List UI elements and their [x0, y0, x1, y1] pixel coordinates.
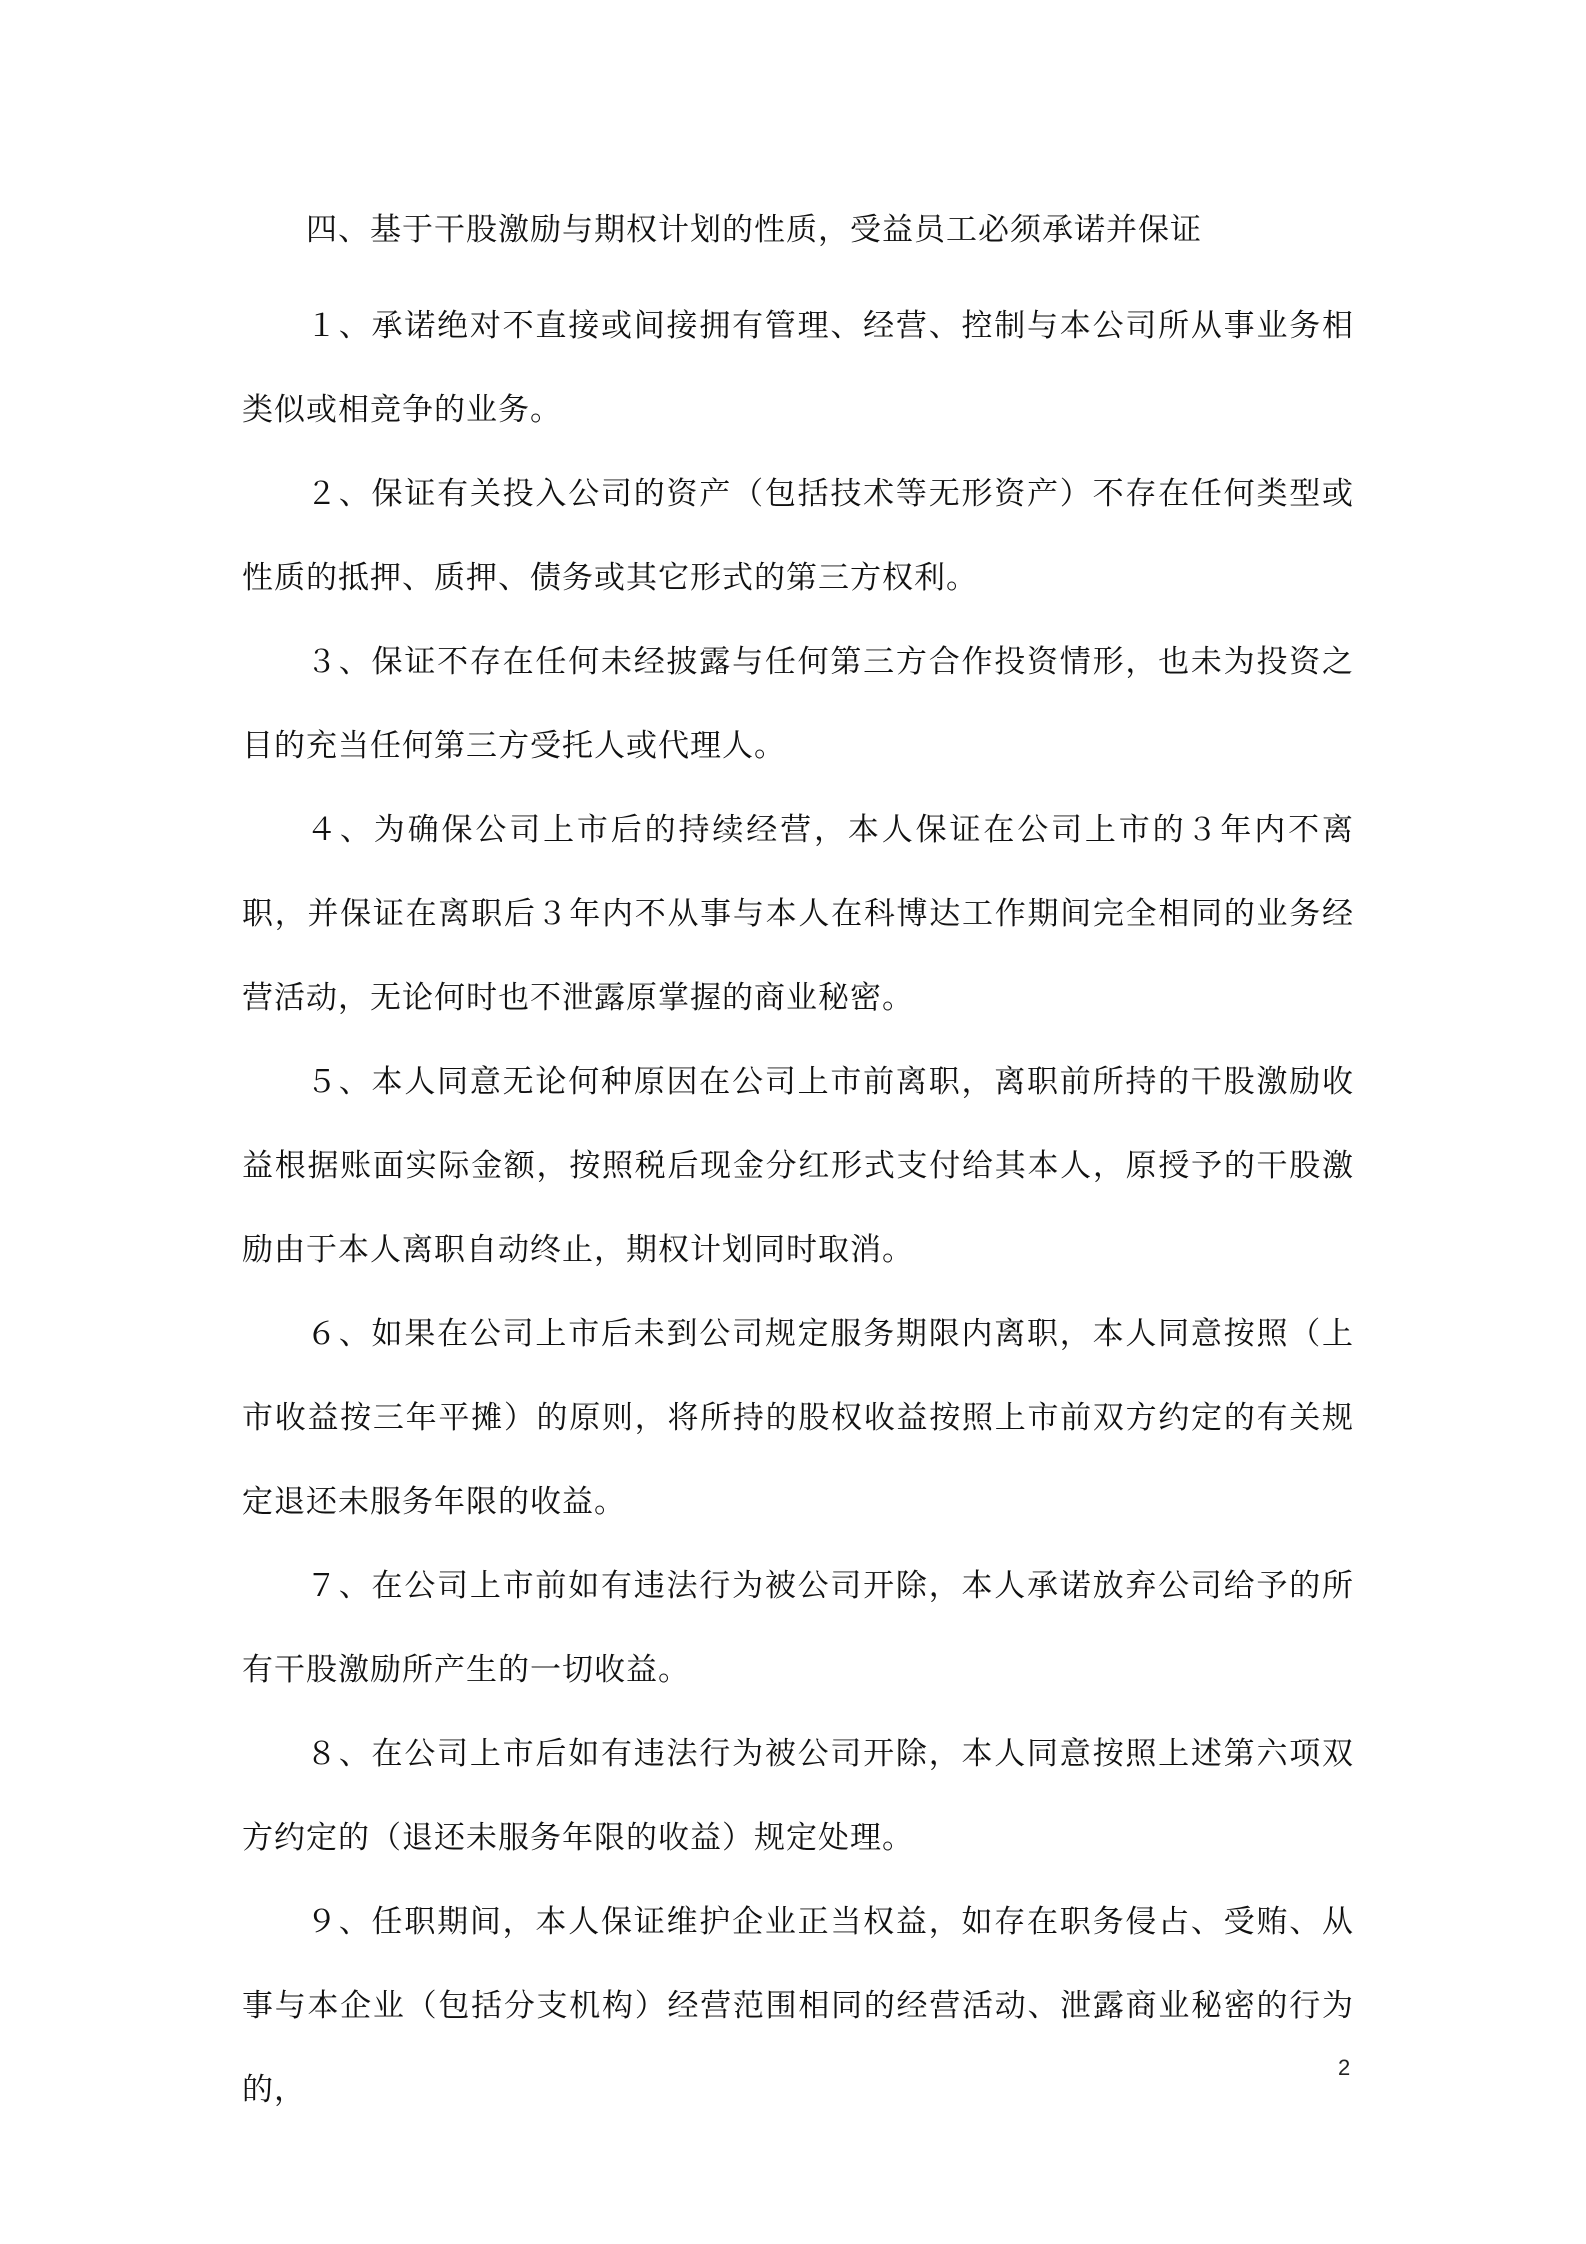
clause-4: ４、为确保公司上市后的持续经营，本人保证在公司上市的３年内不离职，并保证在离职后３年内不从事与本人在科博达工作期间完全相同的业务经营活动，无论何时也不泄露原掌握的商业秘密。	[242, 812, 1354, 1016]
document-body	[242, 200, 1354, 2132]
clause-9: ９、任职期间，本人保证维护企业正当权益，如存在职务侵占、受贿、从事与本企业（包括分支机构）经营范围相同的经营活动、泄露商业秘密的行为的，	[242, 1904, 1354, 2108]
clause-8: ８、在公司上市后如有违法行为被公司开除，本人同意按照上述第六项双方约定的（退还未服务年限的收益）规定处理。	[242, 1736, 1354, 1856]
clause-7: ７、在公司上市前如有违法行为被公司开除，本人承诺放弃公司给予的所有干股激励所产生的一切收益。	[242, 1568, 1354, 1688]
clause-1: １、承诺绝对不直接或间接拥有管理、经营、控制与本公司所从事业务相类似或相竞争的业务。	[242, 308, 1354, 428]
clause-6: ６、如果在公司上市后未到公司规定服务期限内离职，本人同意按照（上市收益按三年平摊）的原则，将所持的股权收益按照上市前双方约定的有关规定退还未服务年限的收益。	[242, 1316, 1354, 1520]
page-number: 2	[1338, 2055, 1351, 2080]
section-heading: 四、基于干股激励与期权计划的性质，受益员工必须承诺并保证	[306, 212, 1202, 248]
clause-3: ３、保证不存在任何未经披露与任何第三方合作投资情形，也未为投资之目的充当任何第三方受托人或代理人。	[242, 644, 1354, 764]
clause-2: ２、保证有关投入公司的资产（包括技术等无形资产）不存在任何类型或性质的抵押、质押、债务或其它形式的第三方权利。	[242, 476, 1354, 596]
clause-5: ５、本人同意无论何种原因在公司上市前离职，离职前所持的干股激励收益根据账面实际金额，按照税后现金分红形式支付给其本人，原授予的干股激励由于本人离职自动终止，期权计划同时取消。	[242, 1064, 1354, 1268]
